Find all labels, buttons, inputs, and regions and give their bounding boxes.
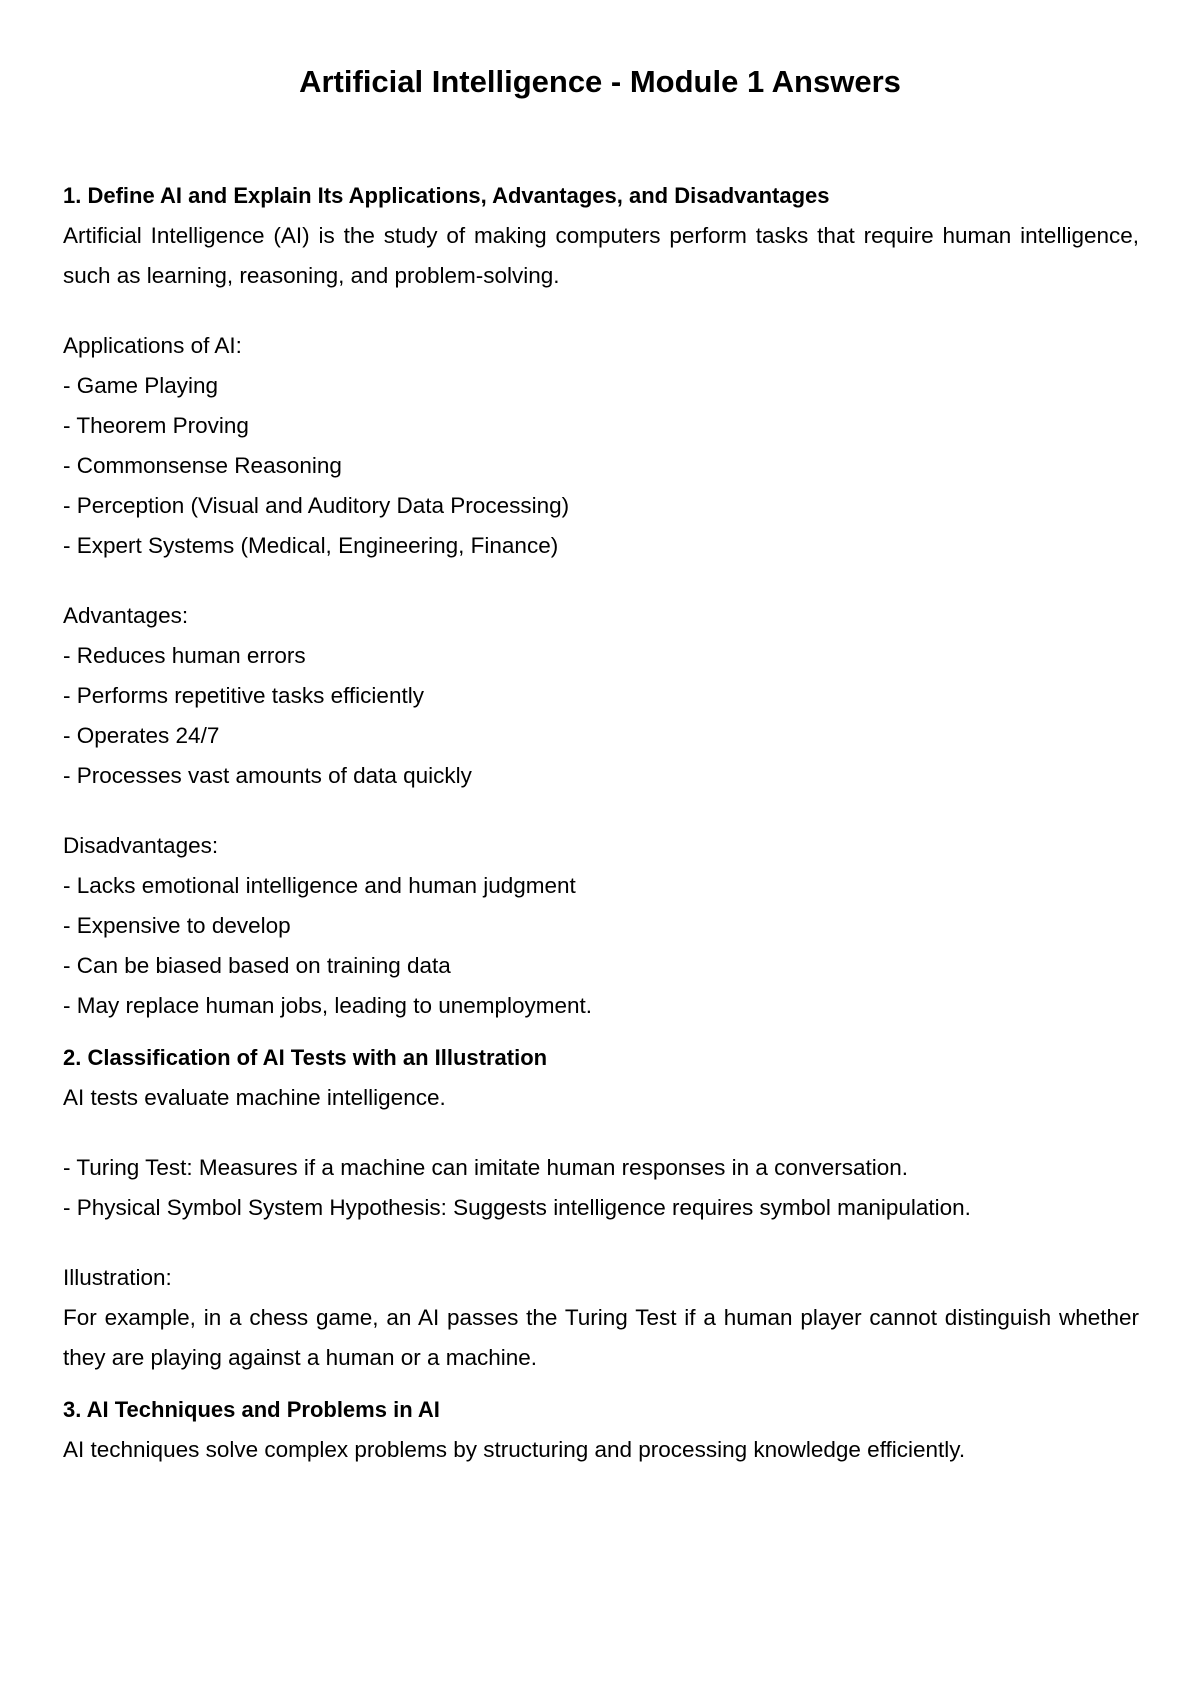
list-item: - Can be biased based on training data xyxy=(63,953,451,978)
document-title: Artificial Intelligence - Module 1 Answers xyxy=(299,64,901,99)
list-item: - Processes vast amounts of data quickly xyxy=(63,763,472,788)
list-item: - Lacks emotional intelligence and human judgment xyxy=(63,873,576,898)
list-item: - Perception (Visual and Auditory Data Processing) xyxy=(63,493,570,518)
list-item: - Commonsense Reasoning xyxy=(63,453,342,478)
section-2 xyxy=(63,1038,1139,1378)
section-1 xyxy=(63,176,1139,1026)
disadvantages-label: Disadvantages: xyxy=(63,833,219,858)
list-item: - Game Playing xyxy=(63,373,219,398)
list-item: - Turing Test: Measures if a machine can imitate human responses in a conversation. xyxy=(63,1155,909,1180)
ai-tests-list xyxy=(63,1148,1139,1228)
advantages-list xyxy=(63,636,1139,796)
list-item: - Expensive to develop xyxy=(63,913,291,938)
section-3 xyxy=(63,1390,1139,1470)
list-item: - Reduces human errors xyxy=(63,643,306,668)
list-item: - Theorem Proving xyxy=(63,413,249,438)
applications-list xyxy=(63,366,1139,566)
list-item: - Operates 24/7 xyxy=(63,723,220,748)
section-3-intro: AI techniques solve complex problems by structuring and processing knowledge efficiently. xyxy=(63,1437,966,1462)
list-item: - May replace human jobs, leading to unemployment. xyxy=(63,993,593,1018)
section-1-heading: 1. Define AI and Explain Its Applications, Advantages, and Disadvantages xyxy=(63,183,830,208)
section-2-intro: AI tests evaluate machine intelligence. xyxy=(63,1085,446,1110)
section-1-intro: Artificial Intelligence (AI) is the study of making computers perform tasks that require human intelligence, such as learning, reasoning, and problem-solving. xyxy=(63,223,1139,288)
section-3-heading: 3. AI Techniques and Problems in AI xyxy=(63,1397,440,1422)
section-2-heading: 2. Classification of AI Tests with an Illustration xyxy=(63,1045,548,1070)
list-item: - Performs repetitive tasks efficiently xyxy=(63,683,424,708)
disadvantages-list xyxy=(63,866,1139,1026)
applications-label: Applications of AI: xyxy=(63,333,242,358)
illustration-label: Illustration: xyxy=(63,1265,172,1290)
illustration-text: For example, in a chess game, an AI passes the Turing Test if a human player cannot distinguish whether they are playing against a human or a machine. xyxy=(63,1305,1139,1370)
advantages-label: Advantages: xyxy=(63,603,189,628)
document-body xyxy=(63,176,1139,1470)
list-item: - Expert Systems (Medical, Engineering, Finance) xyxy=(63,533,559,558)
list-item: - Physical Symbol System Hypothesis: Suggests intelligence requires symbol manipulation. xyxy=(63,1195,971,1220)
